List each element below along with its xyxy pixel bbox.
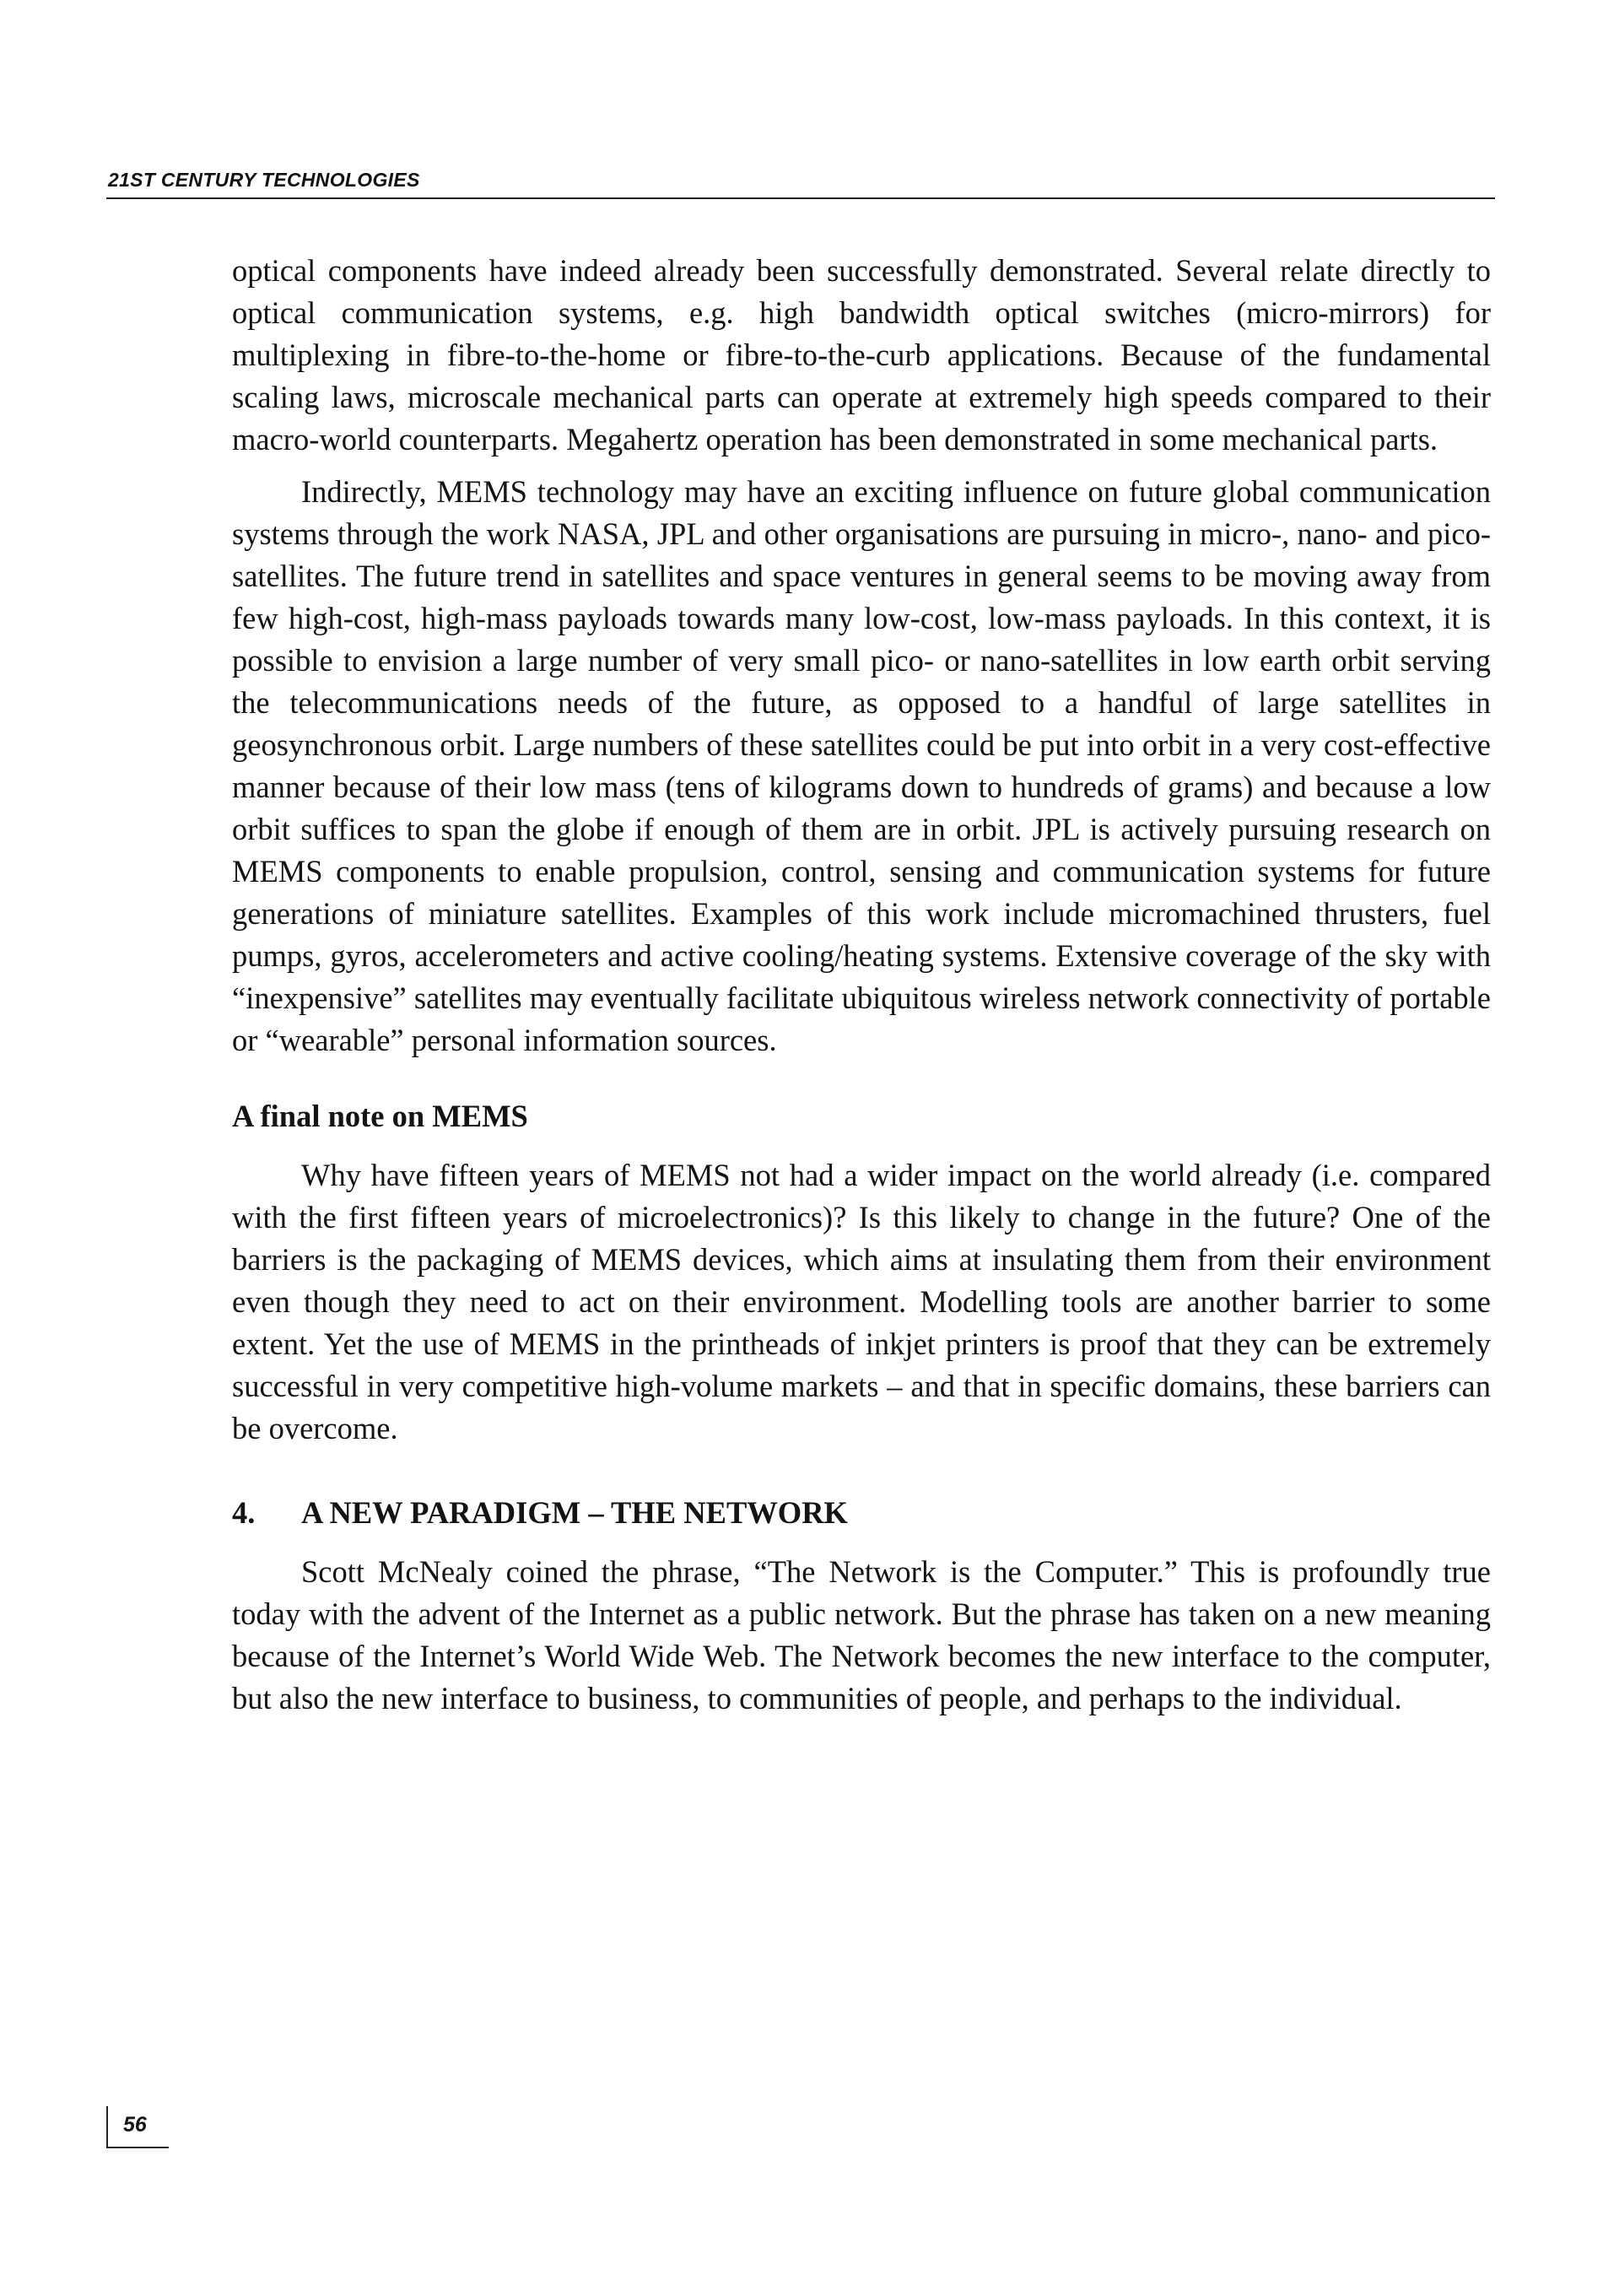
section-heading-network	[232, 1492, 1491, 1534]
page-number-box	[106, 2106, 169, 2148]
page-number: 56	[123, 2113, 147, 2137]
paragraph-optical-components: optical components have indeed already been successfully demonstrated. Several relate directly to optical communication systems, e.g. high bandwidth optical switches (micro-mirrors) for multiplexing in fibre-to-the-home or fibre-to-the-curb applications. Because of the fundamental scaling laws, microscale mechanical parts can operate at extremely high speeds compared to their macro-world counterparts. Megahertz operation has been demonstrated in some mechanical parts.	[232, 253, 1491, 456]
header-rule	[106, 197, 1495, 199]
paragraph-mems-impact: Why have fifteen years of MEMS not had a wider impact on the world already (i.e. compared with the first fifteen years of microelectronics)? Is this likely to change in the future? One of the barriers is the packaging of MEMS devices, which aims at insulating them from their environment even though they need to act on their environment. Modelling tools are another barrier to some extent. Yet the use of MEMS in the printheads of inkjet printers is proof that they can be extremely successful in very competitive high-volume markets – and that in specific domains, these barriers can be overcome.	[232, 1158, 1491, 1445]
paragraph-satellites: Indirectly, MEMS technology may have an exciting influence on future global communication systems through the work NASA, JPL and other organisations are pursuing in micro-, nano- and pico-satellites. The future trend in satellites and space ventures in general seems to be moving away from few high-cost, high-mass payloads towards many low-cost, low-mass payloads. In this context, it is possible to envision a large number of very small pico- or nano-satellites in low earth orbit serving the telecommunications needs of the future, as opposed to a handful of large satellites in geosynchronous orbit. Large numbers of these satellites could be put into orbit in a very cost-effective manner because of their low mass (tens of kilograms down to hundreds of grams) and because a low orbit suffices to span the globe if enough of them are in orbit. JPL is actively pursuing research on MEMS components to enable propulsion, control, sensing and communication systems for future generations of miniature satellites. Examples of this work include micromachined thrusters, fuel pumps, gyros, accelerometers and active cooling/heating systems. Extensive coverage of the sky with “inexpensive” satellites may eventually facilitate ubiquitous wireless network connectivity of portable or “wearable” personal information sources.	[232, 474, 1491, 1057]
subheading-final-note-mems: A final note on MEMS	[232, 1099, 528, 1133]
section-number: 4.	[232, 1495, 256, 1530]
page-body	[232, 250, 1491, 1720]
running-head: 21ST CENTURY TECHNOLOGIES	[108, 169, 420, 191]
paragraph-network-computer: Scott McNealy coined the phrase, “The Network is the Computer.” This is profoundly true today with the advent of the Internet as a public network. But the phrase has taken on a new meaning because of the Internet’s World Wide Web. The Network becomes the new interface to the computer, but also the new interface to business, to communities of people, and perhaps to the individual.	[232, 1554, 1491, 1715]
section-title: A NEW PARADIGM – THE NETWORK	[301, 1495, 848, 1530]
